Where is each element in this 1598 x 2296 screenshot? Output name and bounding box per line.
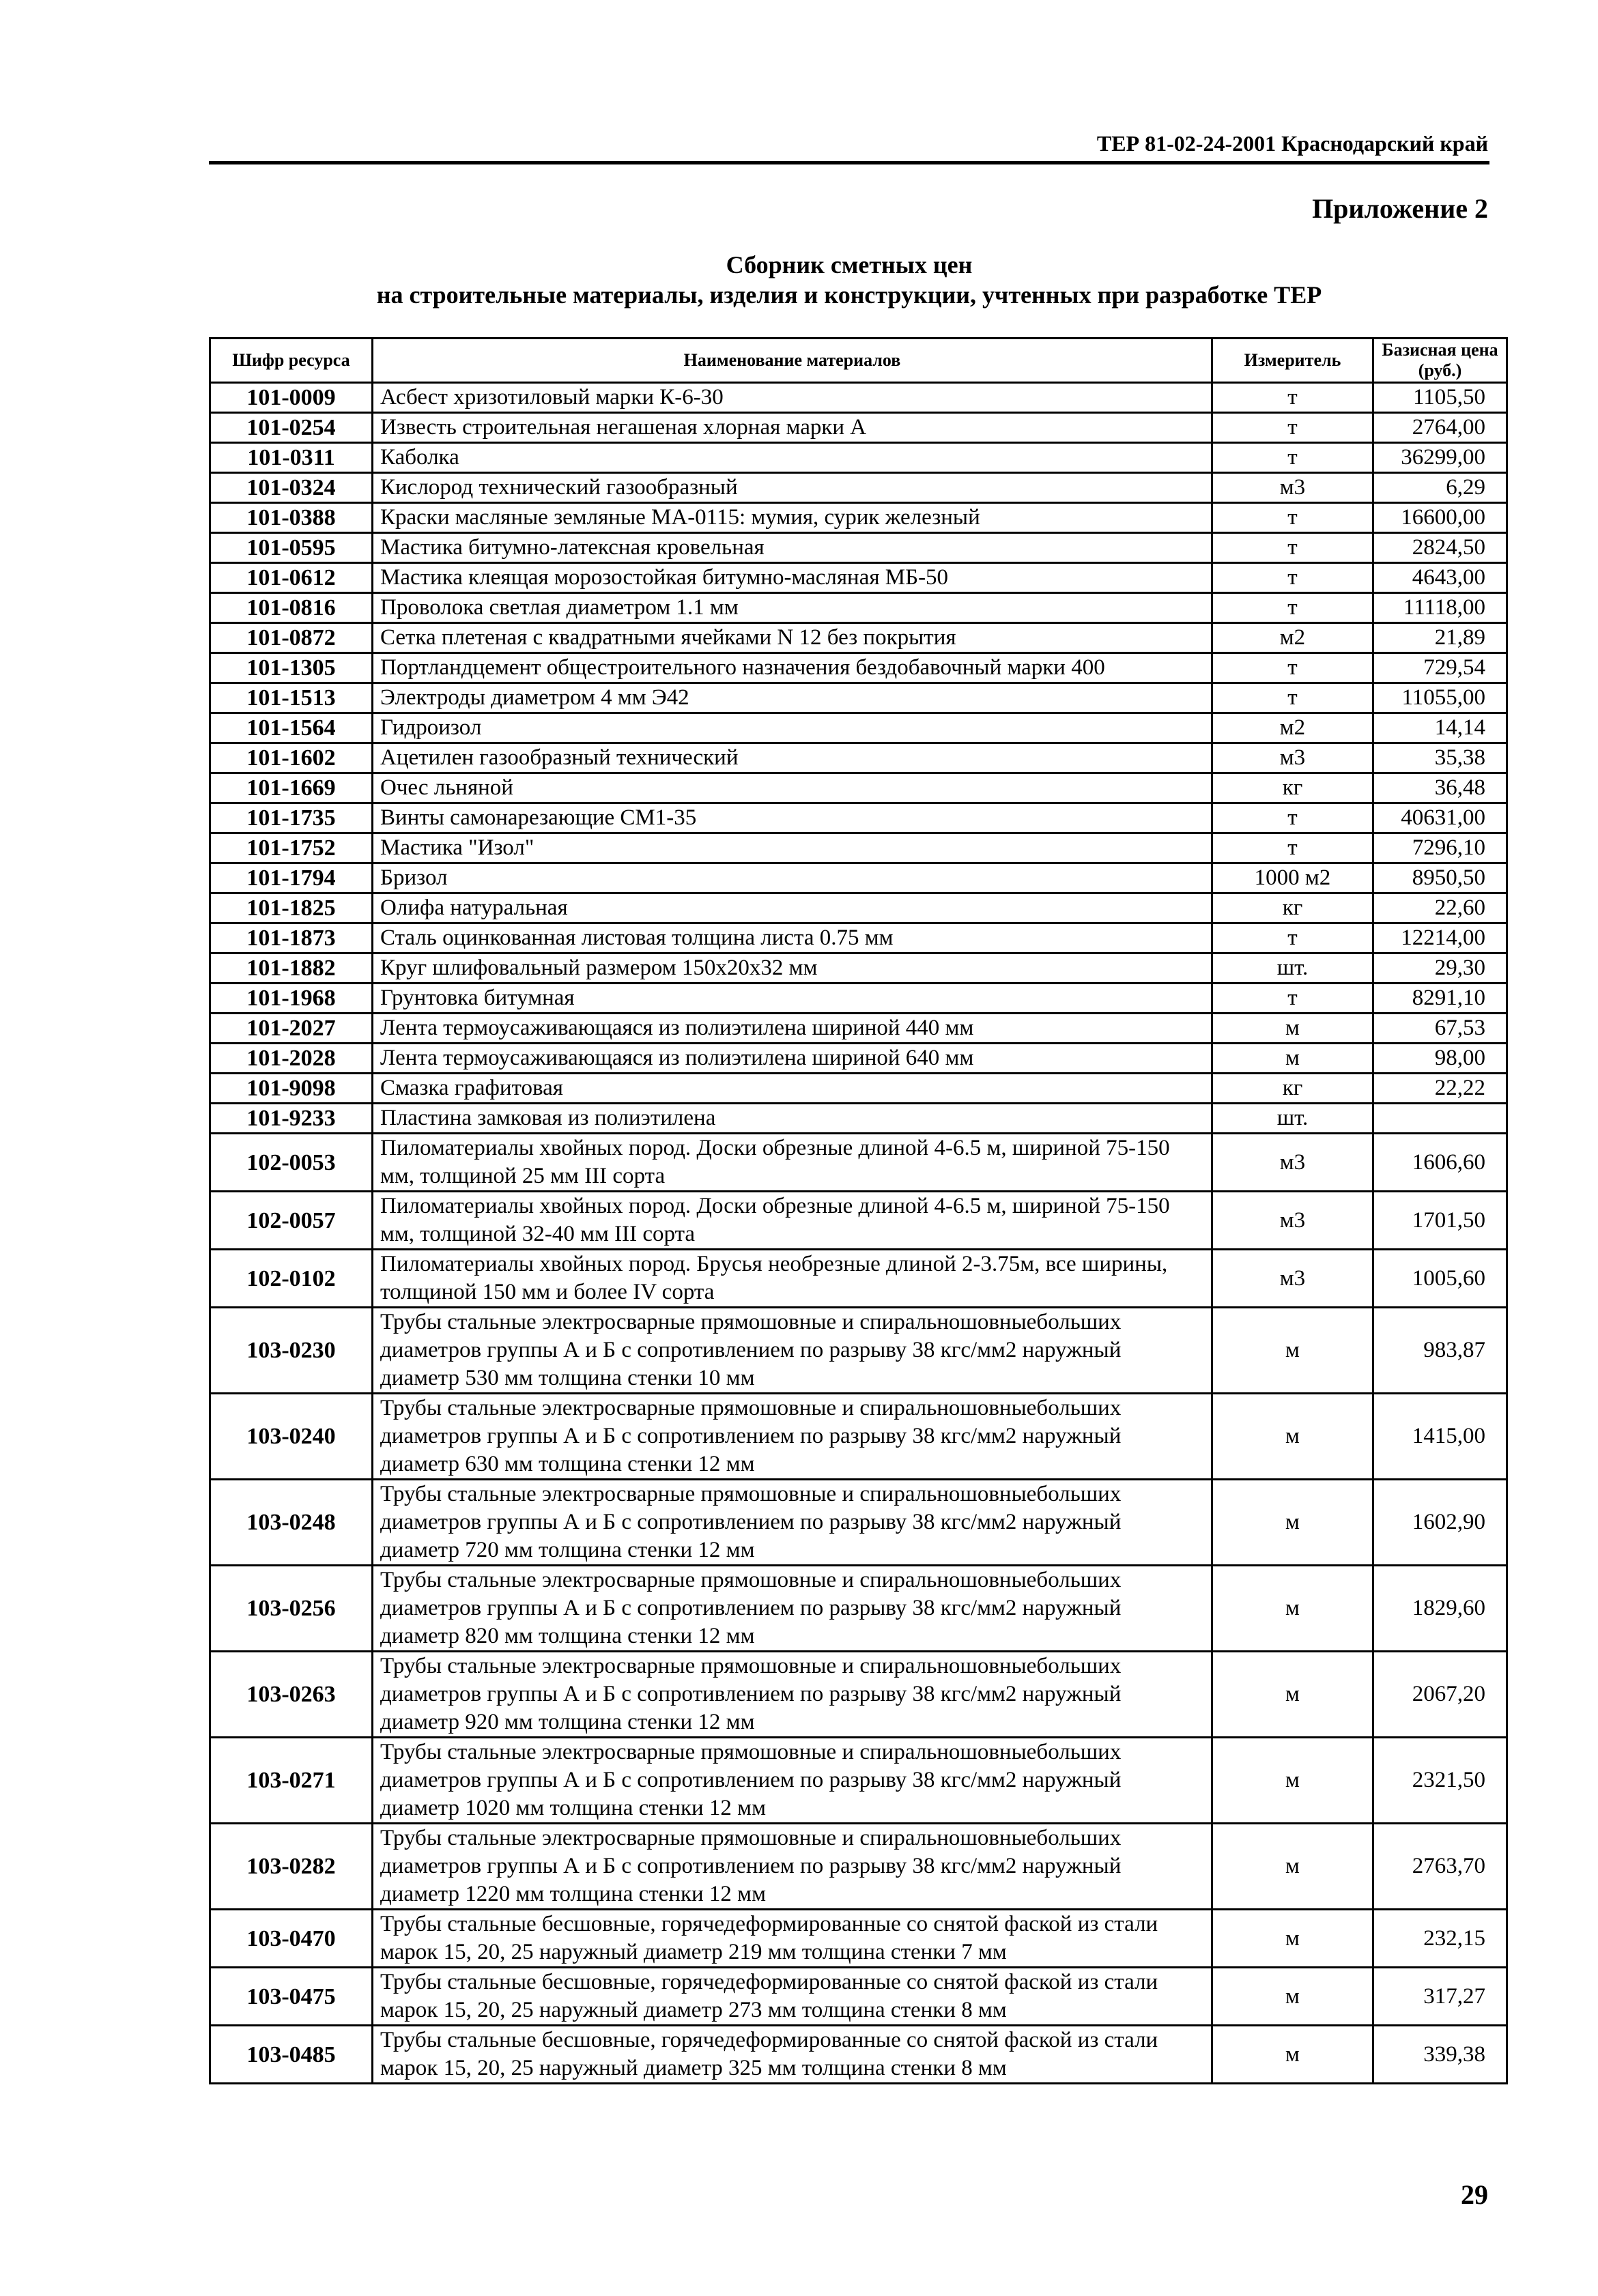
cell-price: 8291,10 — [1373, 984, 1507, 1014]
cell-price: 2321,50 — [1373, 1738, 1507, 1824]
table-row — [210, 503, 1507, 533]
table-row — [210, 863, 1507, 893]
cell-name: Пиломатериалы хвойных пород. Доски обрезные длиной 4-6.5 м, шириной 75-150 мм, толщиной 32-40 мм III сорта — [373, 1192, 1212, 1250]
cell-unit: м — [1212, 1480, 1373, 1566]
cell-code: 103-0271 — [210, 1738, 373, 1824]
cell-name: Трубы стальные электросварные прямошовные и спиральношовныебольших диаметров группы А и Б с сопротивлением по разрыву 38 кгс/мм2 наружный диаметр 920 мм толщина стенки 12 мм — [373, 1652, 1212, 1738]
cell-price: 1602,90 — [1373, 1480, 1507, 1566]
cell-name: Портландцемент общестроительного назначения бездобавочный марки 400 — [373, 653, 1212, 683]
cell-price: 1606,60 — [1373, 1134, 1507, 1192]
cell-name: Лента термоусаживающаяся из полиэтилена шириной 640 мм — [373, 1044, 1212, 1074]
cell-price: 11055,00 — [1373, 683, 1507, 713]
cell-price: 67,53 — [1373, 1014, 1507, 1044]
cell-price: 1005,60 — [1373, 1250, 1507, 1308]
cell-code: 101-9098 — [210, 1074, 373, 1104]
cell-name: Известь строительная негашеная хлорная марки А — [373, 413, 1212, 443]
table-row — [210, 833, 1507, 863]
cell-name: Краски масляные земляные МА-0115: мумия, сурик железный — [373, 503, 1212, 533]
cell-unit: м3 — [1212, 743, 1373, 773]
cell-code: 102-0102 — [210, 1250, 373, 1308]
cell-name: Асбест хризотиловый марки К-6-30 — [373, 383, 1212, 413]
cell-name: Трубы стальные электросварные прямошовные и спиральношовныебольших диаметров группы А и Б с сопротивлением по разрыву 38 кгс/мм2 наружный диаметр 820 мм толщина стенки 12 мм — [373, 1566, 1212, 1652]
cell-code: 103-0230 — [210, 1308, 373, 1394]
cell-name: Трубы стальные электросварные прямошовные и спиральношовныебольших диаметров группы А и Б с сопротивлением по разрыву 38 кгс/мм2 наружный диаметр 1220 мм толщина стенки 12 мм — [373, 1824, 1212, 1910]
table-row — [210, 473, 1507, 503]
cell-name: Сталь оцинкованная листовая толщина листа 0.75 мм — [373, 923, 1212, 953]
table-row — [210, 413, 1507, 443]
cell-unit: м — [1212, 1394, 1373, 1480]
cell-unit: шт. — [1212, 1104, 1373, 1134]
table-row — [210, 1480, 1507, 1566]
cell-unit: т — [1212, 413, 1373, 443]
appendix-label: Приложение 2 — [1312, 193, 1488, 224]
table-row — [210, 1074, 1507, 1104]
table-row — [210, 773, 1507, 803]
cell-unit: м3 — [1212, 1250, 1373, 1308]
cell-price: 98,00 — [1373, 1044, 1507, 1074]
cell-code: 103-0256 — [210, 1566, 373, 1652]
cell-price: 35,38 — [1373, 743, 1507, 773]
column-header-price: Базисная цена (руб.) — [1373, 339, 1507, 383]
cell-code: 101-0254 — [210, 413, 373, 443]
table-row — [210, 923, 1507, 953]
cell-name: Пиломатериалы хвойных пород. Брусья необрезные длиной 2-3.75м, все ширины, толщиной 150 мм и более IV сорта — [373, 1250, 1212, 1308]
cell-unit: т — [1212, 383, 1373, 413]
cell-price: 11118,00 — [1373, 593, 1507, 623]
cell-code: 101-1825 — [210, 893, 373, 923]
cell-name: Трубы стальные электросварные прямошовные и спиральношовныебольших диаметров группы А и Б с сопротивлением по разрыву 38 кгс/мм2 наружный диаметр 530 мм толщина стенки 10 мм — [373, 1308, 1212, 1394]
cell-name: Бризол — [373, 863, 1212, 893]
table-row — [210, 1738, 1507, 1824]
column-header-name: Наименование материалов — [373, 339, 1212, 383]
cell-price: 36299,00 — [1373, 443, 1507, 473]
cell-price: 22,22 — [1373, 1074, 1507, 1104]
cell-code: 101-0388 — [210, 503, 373, 533]
cell-name: Трубы стальные электросварные прямошовные и спиральношовныебольших диаметров группы А и Б с сопротивлением по разрыву 38 кгс/мм2 наружный диаметр 630 мм толщина стенки 12 мм — [373, 1394, 1212, 1480]
cell-price: 40631,00 — [1373, 803, 1507, 833]
cell-code: 101-1794 — [210, 863, 373, 893]
cell-name: Лента термоусаживающаяся из полиэтилена шириной 440 мм — [373, 1014, 1212, 1044]
cell-name: Трубы стальные электросварные прямошовные и спиральношовныебольших диаметров группы А и Б с сопротивлением по разрыву 38 кгс/мм2 наружный диаметр 720 мм толщина стенки 12 мм — [373, 1480, 1212, 1566]
table-row — [210, 743, 1507, 773]
cell-unit: м — [1212, 1968, 1373, 2026]
cell-code: 103-0240 — [210, 1394, 373, 1480]
cell-price — [1373, 1104, 1507, 1134]
cell-name: Мастика клеящая морозостойкая битумно-масляная МБ-50 — [373, 563, 1212, 593]
cell-price: 16600,00 — [1373, 503, 1507, 533]
materials-table — [209, 337, 1508, 2084]
table-row — [210, 1308, 1507, 1394]
cell-code: 101-1602 — [210, 743, 373, 773]
cell-price: 14,14 — [1373, 713, 1507, 743]
table-header-row — [210, 339, 1507, 383]
cell-code: 101-9233 — [210, 1104, 373, 1134]
cell-price: 232,15 — [1373, 1910, 1507, 1968]
cell-unit: м — [1212, 1014, 1373, 1044]
cell-unit: т — [1212, 563, 1373, 593]
cell-code: 101-1305 — [210, 653, 373, 683]
cell-code: 103-0475 — [210, 1968, 373, 2026]
cell-price: 4643,00 — [1373, 563, 1507, 593]
cell-price: 21,89 — [1373, 623, 1507, 653]
cell-price: 2763,70 — [1373, 1824, 1507, 1910]
cell-code: 101-1735 — [210, 803, 373, 833]
cell-code: 101-1968 — [210, 984, 373, 1014]
cell-code: 102-0053 — [210, 1134, 373, 1192]
cell-unit: м — [1212, 1738, 1373, 1824]
table-row — [210, 1044, 1507, 1074]
table-row — [210, 893, 1507, 923]
cell-price: 339,38 — [1373, 2026, 1507, 2084]
table-row — [210, 1968, 1507, 2026]
cell-code: 101-2028 — [210, 1044, 373, 1074]
cell-unit: м — [1212, 2026, 1373, 2084]
cell-unit: м3 — [1212, 1134, 1373, 1192]
cell-price: 1105,50 — [1373, 383, 1507, 413]
cell-unit: м — [1212, 1824, 1373, 1910]
cell-code: 101-0816 — [210, 593, 373, 623]
table-row — [210, 2026, 1507, 2084]
table-row — [210, 653, 1507, 683]
cell-name: Мастика битумно-латексная кровельная — [373, 533, 1212, 563]
cell-name: Мастика "Изол" — [373, 833, 1212, 863]
table-body — [210, 383, 1507, 2084]
cell-name: Трубы стальные бесшовные, горячедеформированные со снятой фаской из стали марок 15, 20, 25 наружный диаметр 219 мм толщина стенки 7 мм — [373, 1910, 1212, 1968]
cell-code: 101-0612 — [210, 563, 373, 593]
cell-unit: м — [1212, 1910, 1373, 1968]
cell-unit: т — [1212, 923, 1373, 953]
cell-unit: м3 — [1212, 473, 1373, 503]
cell-name: Трубы стальные электросварные прямошовные и спиральношовныебольших диаметров группы А и Б с сопротивлением по разрыву 38 кгс/мм2 наружный диаметр 1020 мм толщина стенки 12 мм — [373, 1738, 1212, 1824]
cell-unit: т — [1212, 984, 1373, 1014]
cell-code: 103-0248 — [210, 1480, 373, 1566]
cell-price: 2067,20 — [1373, 1652, 1507, 1738]
table-row — [210, 1192, 1507, 1250]
header-rule — [209, 161, 1489, 164]
table-row — [210, 1824, 1507, 1910]
page-title — [209, 250, 1489, 310]
table-row — [210, 984, 1507, 1014]
cell-price: 317,27 — [1373, 1968, 1507, 2026]
cell-code: 103-0470 — [210, 1910, 373, 1968]
cell-unit: кг — [1212, 893, 1373, 923]
cell-code: 102-0057 — [210, 1192, 373, 1250]
cell-unit: м — [1212, 1308, 1373, 1394]
cell-unit: м2 — [1212, 713, 1373, 743]
table-row — [210, 1250, 1507, 1308]
cell-name: Пластина замковая из полиэтилена — [373, 1104, 1212, 1134]
cell-price: 7296,10 — [1373, 833, 1507, 863]
cell-code: 101-1873 — [210, 923, 373, 953]
cell-unit: т — [1212, 593, 1373, 623]
cell-unit: м — [1212, 1652, 1373, 1738]
cell-code: 101-0595 — [210, 533, 373, 563]
page-number: 29 — [1461, 2179, 1488, 2210]
table-row — [210, 1014, 1507, 1044]
cell-price: 2764,00 — [1373, 413, 1507, 443]
table-row — [210, 1134, 1507, 1192]
table-row — [210, 1394, 1507, 1480]
cell-unit: т — [1212, 833, 1373, 863]
title-line-2: на строительные материалы, изделия и конструкции, учтенных при разработке ТЕР — [376, 281, 1322, 308]
cell-code: 101-1564 — [210, 713, 373, 743]
cell-code: 101-1752 — [210, 833, 373, 863]
table-row — [210, 593, 1507, 623]
cell-unit: м — [1212, 1566, 1373, 1652]
table-row — [210, 1910, 1507, 1968]
cell-name: Кислород технический газообразный — [373, 473, 1212, 503]
cell-name: Проволока светлая диаметром 1.1 мм — [373, 593, 1212, 623]
cell-unit: м3 — [1212, 1192, 1373, 1250]
cell-name: Пиломатериалы хвойных пород. Доски обрезные длиной 4-6.5 м, шириной 75-150 мм, толщиной 25 мм III сорта — [373, 1134, 1212, 1192]
table-row — [210, 713, 1507, 743]
cell-unit: м — [1212, 1044, 1373, 1074]
column-header-unit: Измеритель — [1212, 339, 1373, 383]
cell-price: 12214,00 — [1373, 923, 1507, 953]
cell-name: Смазка графитовая — [373, 1074, 1212, 1104]
cell-code: 101-0872 — [210, 623, 373, 653]
cell-price: 2824,50 — [1373, 533, 1507, 563]
cell-price: 36,48 — [1373, 773, 1507, 803]
cell-unit: шт. — [1212, 953, 1373, 984]
cell-name: Грунтовка битумная — [373, 984, 1212, 1014]
cell-name: Сетка плетеная с квадратными ячейками N 12 без покрытия — [373, 623, 1212, 653]
cell-price: 22,60 — [1373, 893, 1507, 923]
cell-unit: м2 — [1212, 623, 1373, 653]
table-row — [210, 383, 1507, 413]
cell-unit: т — [1212, 803, 1373, 833]
document-code: ТЕР 81-02-24-2001 Краснодарский край — [1096, 131, 1488, 156]
cell-unit: т — [1212, 683, 1373, 713]
cell-code: 101-0311 — [210, 443, 373, 473]
cell-code: 101-1513 — [210, 683, 373, 713]
table-row — [210, 803, 1507, 833]
cell-unit: кг — [1212, 1074, 1373, 1104]
table-row — [210, 953, 1507, 984]
cell-unit: т — [1212, 533, 1373, 563]
table-row — [210, 1104, 1507, 1134]
cell-name: Трубы стальные бесшовные, горячедеформированные со снятой фаской из стали марок 15, 20, 25 наружный диаметр 273 мм толщина стенки 8 мм — [373, 1968, 1212, 2026]
cell-price: 729,54 — [1373, 653, 1507, 683]
cell-code: 101-2027 — [210, 1014, 373, 1044]
table-row — [210, 683, 1507, 713]
cell-price: 6,29 — [1373, 473, 1507, 503]
cell-name: Трубы стальные бесшовные, горячедеформированные со снятой фаской из стали марок 15, 20, 25 наружный диаметр 325 мм толщина стенки 8 мм — [373, 2026, 1212, 2084]
cell-name: Каболка — [373, 443, 1212, 473]
cell-code: 101-1669 — [210, 773, 373, 803]
cell-code: 103-0485 — [210, 2026, 373, 2084]
cell-code: 101-0009 — [210, 383, 373, 413]
cell-name: Круг шлифовальный размером 150х20х32 мм — [373, 953, 1212, 984]
cell-unit: т — [1212, 653, 1373, 683]
cell-unit: кг — [1212, 773, 1373, 803]
cell-price: 983,87 — [1373, 1308, 1507, 1394]
cell-name: Очес льняной — [373, 773, 1212, 803]
table-row — [210, 563, 1507, 593]
cell-price: 1415,00 — [1373, 1394, 1507, 1480]
cell-price: 1829,60 — [1373, 1566, 1507, 1652]
title-line-1: Сборник сметных цен — [726, 251, 973, 278]
cell-name: Гидроизол — [373, 713, 1212, 743]
table-row — [210, 533, 1507, 563]
cell-code: 101-1882 — [210, 953, 373, 984]
cell-unit: 1000 м2 — [1212, 863, 1373, 893]
cell-name: Электроды диаметром 4 мм Э42 — [373, 683, 1212, 713]
table-row — [210, 1566, 1507, 1652]
cell-unit: т — [1212, 443, 1373, 473]
cell-name: Олифа натуральная — [373, 893, 1212, 923]
cell-code: 103-0263 — [210, 1652, 373, 1738]
cell-price: 1701,50 — [1373, 1192, 1507, 1250]
column-header-code: Шифр ресурса — [210, 339, 373, 383]
cell-unit: т — [1212, 503, 1373, 533]
cell-name: Винты самонарезающие СМ1-35 — [373, 803, 1212, 833]
cell-name: Ацетилен газообразный технический — [373, 743, 1212, 773]
cell-price: 8950,50 — [1373, 863, 1507, 893]
cell-code: 103-0282 — [210, 1824, 373, 1910]
table-row — [210, 623, 1507, 653]
table-row — [210, 1652, 1507, 1738]
table-row — [210, 443, 1507, 473]
cell-code: 101-0324 — [210, 473, 373, 503]
cell-price: 29,30 — [1373, 953, 1507, 984]
